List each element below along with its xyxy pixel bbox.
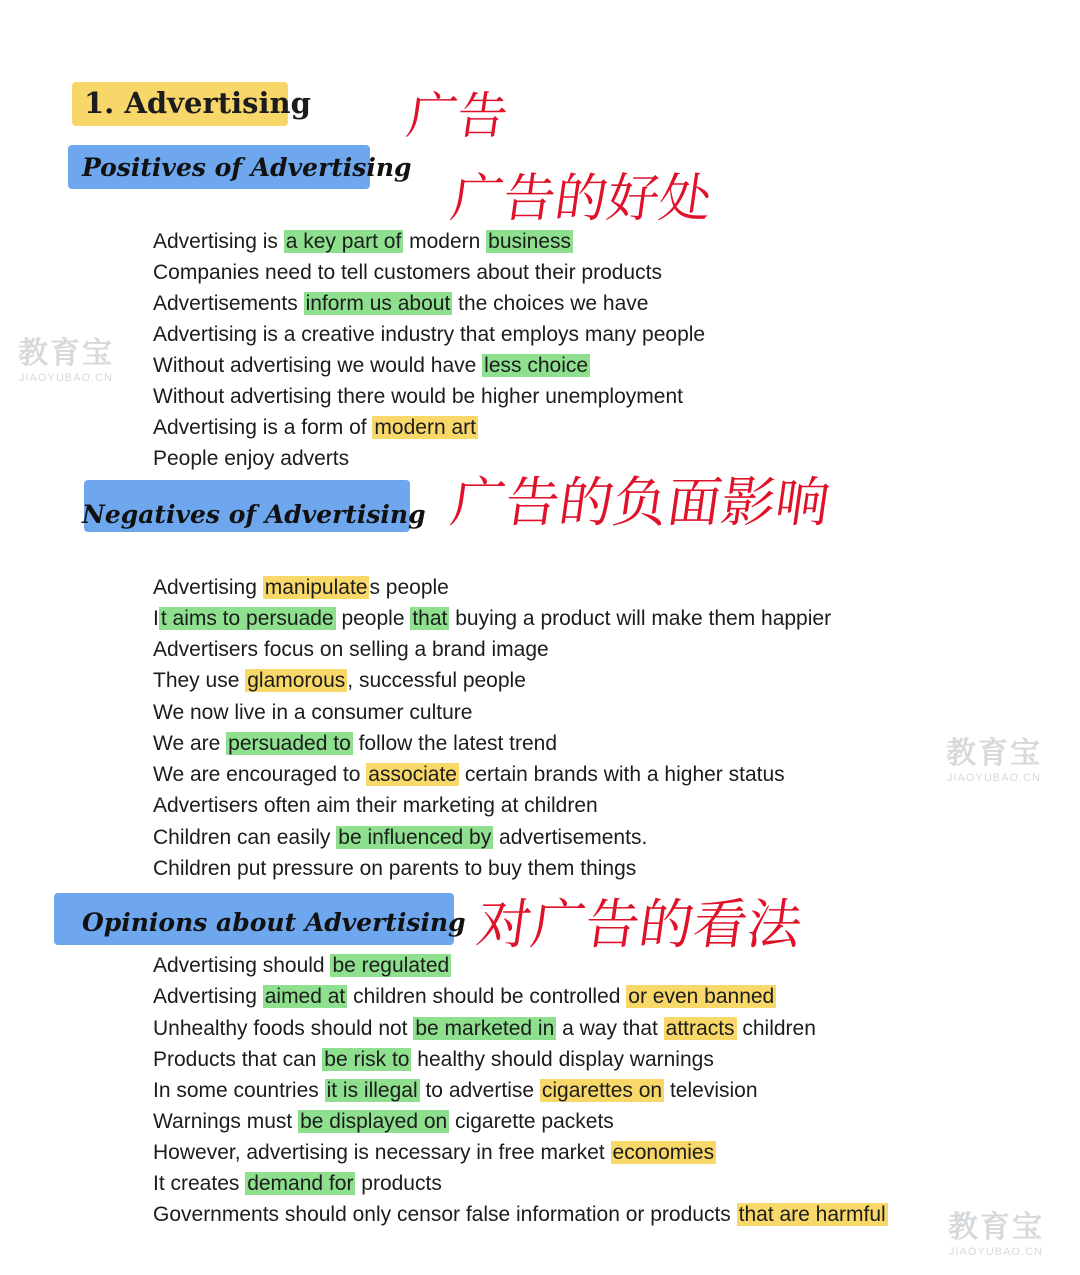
sentence-line <box>153 321 705 349</box>
sentence-line <box>153 290 648 318</box>
sentence-text: children <box>736 1017 816 1040</box>
sentence-line <box>153 605 831 633</box>
highlight-green: business <box>488 230 572 253</box>
highlight-green: be regulated <box>332 954 450 977</box>
highlight-yellow: cigarettes on <box>541 1079 663 1102</box>
sentence-line <box>153 792 598 820</box>
sentence-line <box>153 445 349 473</box>
sentence-text: Advertising <box>153 576 263 599</box>
sentence-line <box>153 259 662 287</box>
sentence-text: buying a product will make them happier <box>449 607 832 630</box>
highlight-yellow: manipulate <box>264 576 368 599</box>
sentence-text: certain brands with a higher status <box>458 763 785 786</box>
highlight-green: it is illegal <box>326 1079 418 1102</box>
sentence-line <box>153 761 785 789</box>
highlight-yellow: that are harmful <box>738 1203 886 1226</box>
sentence-text: Advertising is a form of <box>153 416 373 439</box>
sentence-text: Advertisers often aim their marketing at children <box>153 794 598 817</box>
handwritten-note-opinions: 对广告的看法 <box>473 893 806 956</box>
sentence-text: Advertisements <box>153 292 304 315</box>
highlight-yellow: modern art <box>374 416 476 439</box>
sentence-line <box>153 636 549 664</box>
sentence-line <box>153 952 451 980</box>
sentence-text: the choices we have <box>452 292 649 315</box>
sentence-text: It creates <box>153 1172 246 1195</box>
sentence-line <box>153 383 683 411</box>
sentence-line <box>153 1015 816 1043</box>
sentence-text: children should be controlled <box>347 985 627 1008</box>
section-heading-negatives: Negatives of Advertising <box>82 500 426 529</box>
sentence-line <box>153 352 590 380</box>
sentence-line <box>153 824 647 852</box>
sentence-text: , successful people <box>347 669 526 692</box>
sentence-text: However, advertising is necessary in free market <box>153 1141 611 1164</box>
highlight-green: be displayed on <box>300 1110 448 1133</box>
sentence-text: television <box>664 1079 758 1102</box>
sentence-text: Unhealthy foods should not <box>153 1017 414 1040</box>
sentence-text: cigarette packets <box>449 1110 614 1133</box>
section-heading-positives: Positives of Advertising <box>82 153 412 182</box>
sentence-text: Children can easily <box>153 826 337 849</box>
watermark-logo: 教育宝 JIAOYUBAO.CN <box>948 1210 1044 1258</box>
highlight-green: be risk to <box>324 1048 410 1071</box>
sentence-line <box>153 1201 888 1229</box>
sentence-text: Children put pressure on parents to buy them things <box>153 857 637 880</box>
sentence-text: s people <box>369 576 449 599</box>
highlight-green: persuaded to <box>228 732 351 755</box>
sentence-text: I <box>153 607 159 630</box>
sentence-text: Advertisers focus on selling a brand image <box>153 638 549 661</box>
sentence-text: People enjoy adverts <box>153 447 350 470</box>
sentence-text: We are <box>153 732 227 755</box>
sentence-line <box>153 730 557 758</box>
sentence-text: follow the latest trend <box>352 732 558 755</box>
sentence-text: Warnings must <box>153 1110 299 1133</box>
sentence-text: We are encouraged to <box>153 763 367 786</box>
watermark-logo: 教育宝 JIAOYUBAO.CN <box>18 336 114 384</box>
highlight-yellow: associate <box>368 763 457 786</box>
handwritten-note-positives: 广告的好处 <box>447 169 716 229</box>
sentence-text: In some countries <box>153 1079 325 1102</box>
highlight-green: less choice <box>484 354 589 377</box>
sentence-text: Without advertising there would be higher unemployment <box>153 385 683 408</box>
sentence-line <box>153 1170 442 1198</box>
sentence-text: Governments should only censor false information or products <box>153 1203 737 1226</box>
sentence-text: Advertising is a creative industry that employs many people <box>153 323 706 346</box>
highlight-yellow: attracts <box>665 1017 735 1040</box>
sentence-text: Products that can <box>153 1048 323 1071</box>
highlight-green: inform us about <box>305 292 451 315</box>
highlight-green: t aims to persuade <box>160 607 334 630</box>
highlight-yellow: glamorous <box>247 669 346 692</box>
sentence-text: Companies need to tell customers about their products <box>153 261 662 284</box>
sentence-line <box>153 855 636 883</box>
sentence-line <box>153 228 573 256</box>
sentence-line <box>153 1139 716 1167</box>
sentence-line <box>153 983 776 1011</box>
sentence-text: products <box>355 1172 442 1195</box>
sentence-line <box>153 667 526 695</box>
sentence-text: Advertising <box>153 985 263 1008</box>
sentence-text: modern <box>403 230 487 253</box>
sentence-text: We now live in a consumer culture <box>153 701 473 724</box>
title-handwritten-note: 广告 <box>403 87 512 145</box>
sentence-line <box>153 1077 758 1105</box>
highlight-green: aimed at <box>264 985 346 1008</box>
sentence-text: people <box>335 607 411 630</box>
highlight-green: be marketed in <box>415 1017 555 1040</box>
sentence-text: Advertising is <box>153 230 284 253</box>
highlight-green: that <box>412 607 448 630</box>
sentence-line <box>153 574 449 602</box>
sentence-text: to advertise <box>419 1079 540 1102</box>
sentence-line <box>153 414 478 442</box>
sentence-text: Advertising should <box>153 954 331 977</box>
sentence-line <box>153 1108 614 1136</box>
sentence-text: Without advertising we would have <box>153 354 483 377</box>
handwritten-note-negatives: 广告的负面影响 <box>447 471 834 534</box>
highlight-yellow: economies <box>612 1141 715 1164</box>
highlight-green: be influenced by <box>338 826 492 849</box>
sentence-line <box>153 1046 714 1074</box>
sentence-text: advertisements. <box>493 826 648 849</box>
sentence-text: healthy should display warnings <box>411 1048 714 1071</box>
highlight-green: demand for <box>247 1172 354 1195</box>
section-heading-opinions: Opinions about Advertising <box>82 908 466 937</box>
sentence-text: a way that <box>556 1017 664 1040</box>
highlight-yellow: or even banned <box>628 985 775 1008</box>
sentence-text: They use <box>153 669 246 692</box>
sentence-line <box>153 699 472 727</box>
highlight-green: a key part of <box>285 230 402 253</box>
watermark-logo: 教育宝 JIAOYUBAO.CN <box>946 736 1042 784</box>
page-title: 1. Advertising <box>84 86 311 120</box>
